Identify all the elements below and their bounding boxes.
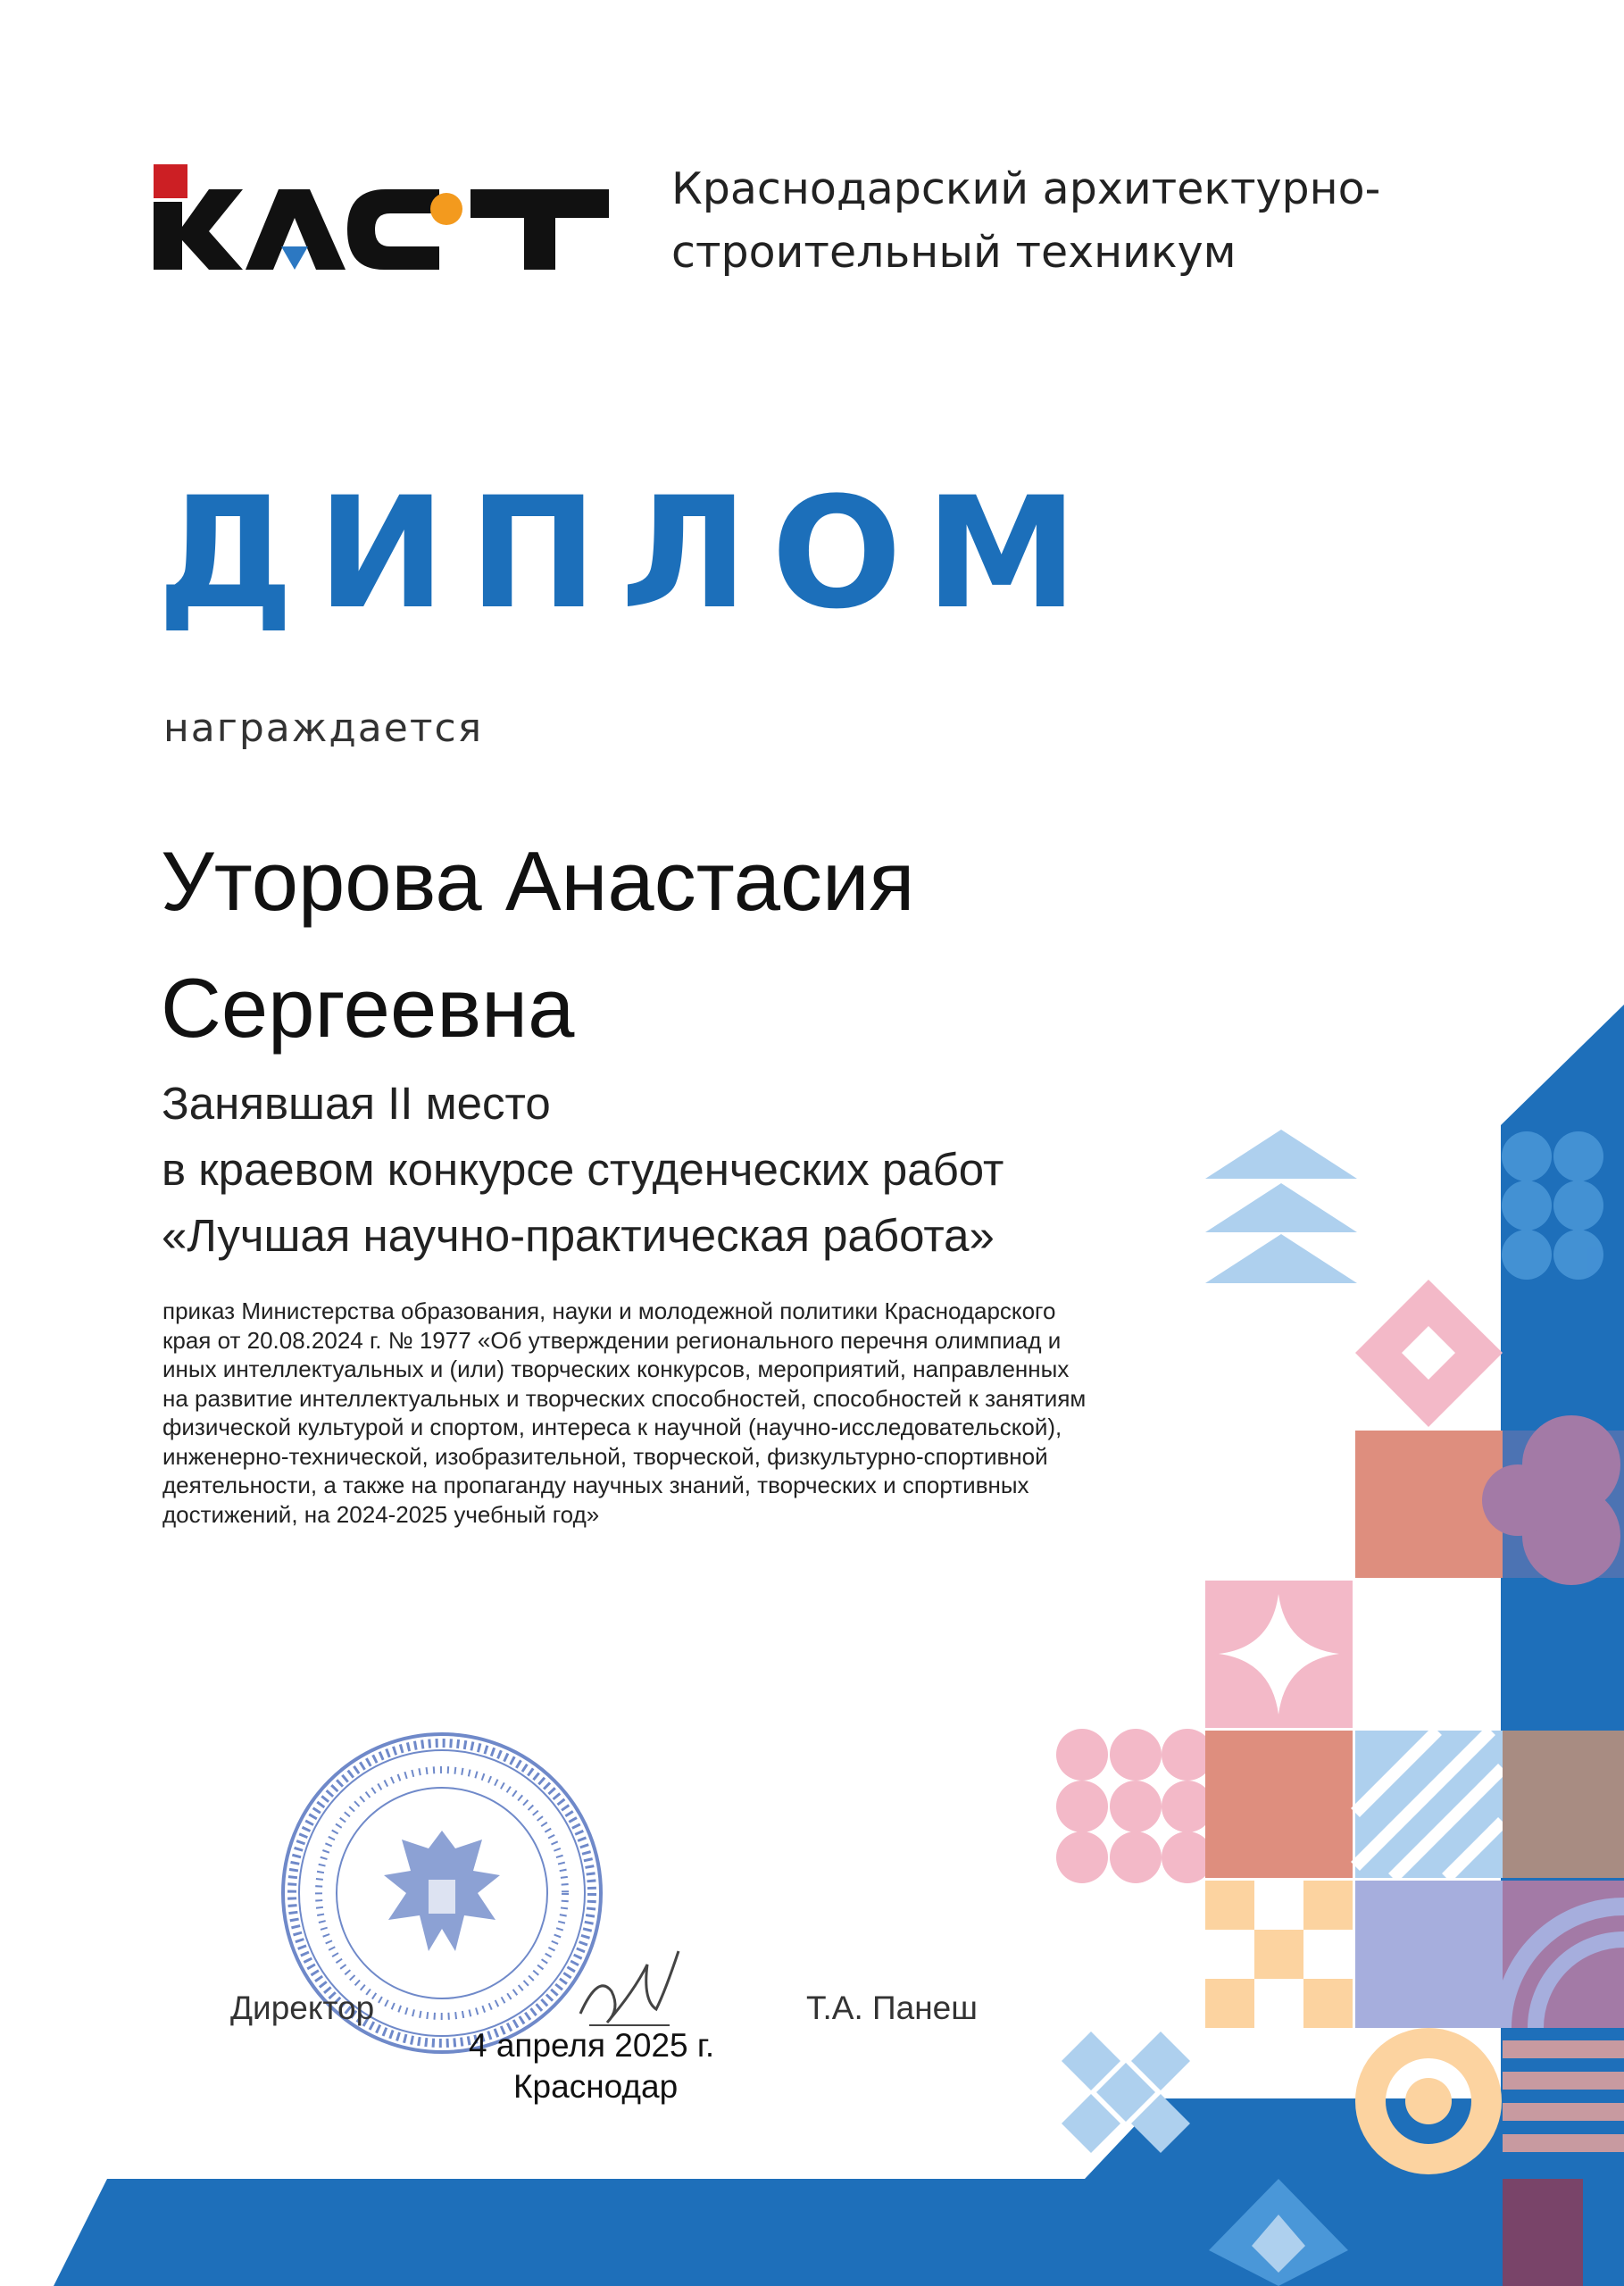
recipient-name-line1: Уторова Анастасия	[161, 834, 915, 928]
document-title: ДИПЛОМ	[157, 463, 1102, 643]
recipient-name-line2: Сергеевна	[161, 961, 575, 1055]
order-line: иных интеллектуальных и (или) творческих конкурсов, мероприятий, направленных	[162, 1356, 1070, 1382]
order-line: достижений, на 2024-2025 учебный год»	[162, 1500, 600, 1528]
order-line: на развитие интеллектуальных и творческих способностей, способностей к занятиям	[162, 1384, 1087, 1412]
issue-city: Краснодар	[513, 2068, 679, 2105]
kast-logo	[154, 164, 609, 271]
organization-name-line2: строительный техникум	[671, 227, 1237, 278]
director-label: Директор	[230, 1990, 375, 2026]
order-line: физической культурой и спортом, интереса к научной (научно-исследовательской),	[162, 1414, 1062, 1440]
director-signature	[571, 1938, 687, 2036]
achievement-line1: Занявшая II место	[162, 1078, 551, 1129]
achievement-text	[162, 1071, 1004, 1269]
awarded-label: награждается	[163, 705, 484, 751]
order-line: инженерно-технической, изобразительной, творческой, физкультурно-спортивной	[162, 1442, 1048, 1470]
issue-date: 4 апреля 2025 г.	[469, 2027, 715, 2064]
organization-name-line1: Краснодарский архитектурно-	[671, 163, 1381, 214]
order-line: деятельности, а также на пропаганду научных знаний, творческих и спортивных	[162, 1472, 1029, 1498]
recipient-name	[161, 818, 914, 1072]
order-line: края от 20.08.2024 г. № 1977 «Об утверждении регионального перечня олимпиад и	[162, 1326, 1062, 1354]
director-name: Т.А. Панеш	[806, 1990, 978, 2026]
achievement-line3: «Лучшая научно-практическая работа»	[162, 1210, 995, 1261]
order-reference	[162, 1297, 1136, 1529]
order-line: приказ Министерства образования, науки и молодежной политики Краснодарского	[162, 1297, 1056, 1324]
organization-name	[671, 157, 1380, 284]
achievement-line2: в краевом конкурсе студенческих работ	[162, 1144, 1004, 1195]
